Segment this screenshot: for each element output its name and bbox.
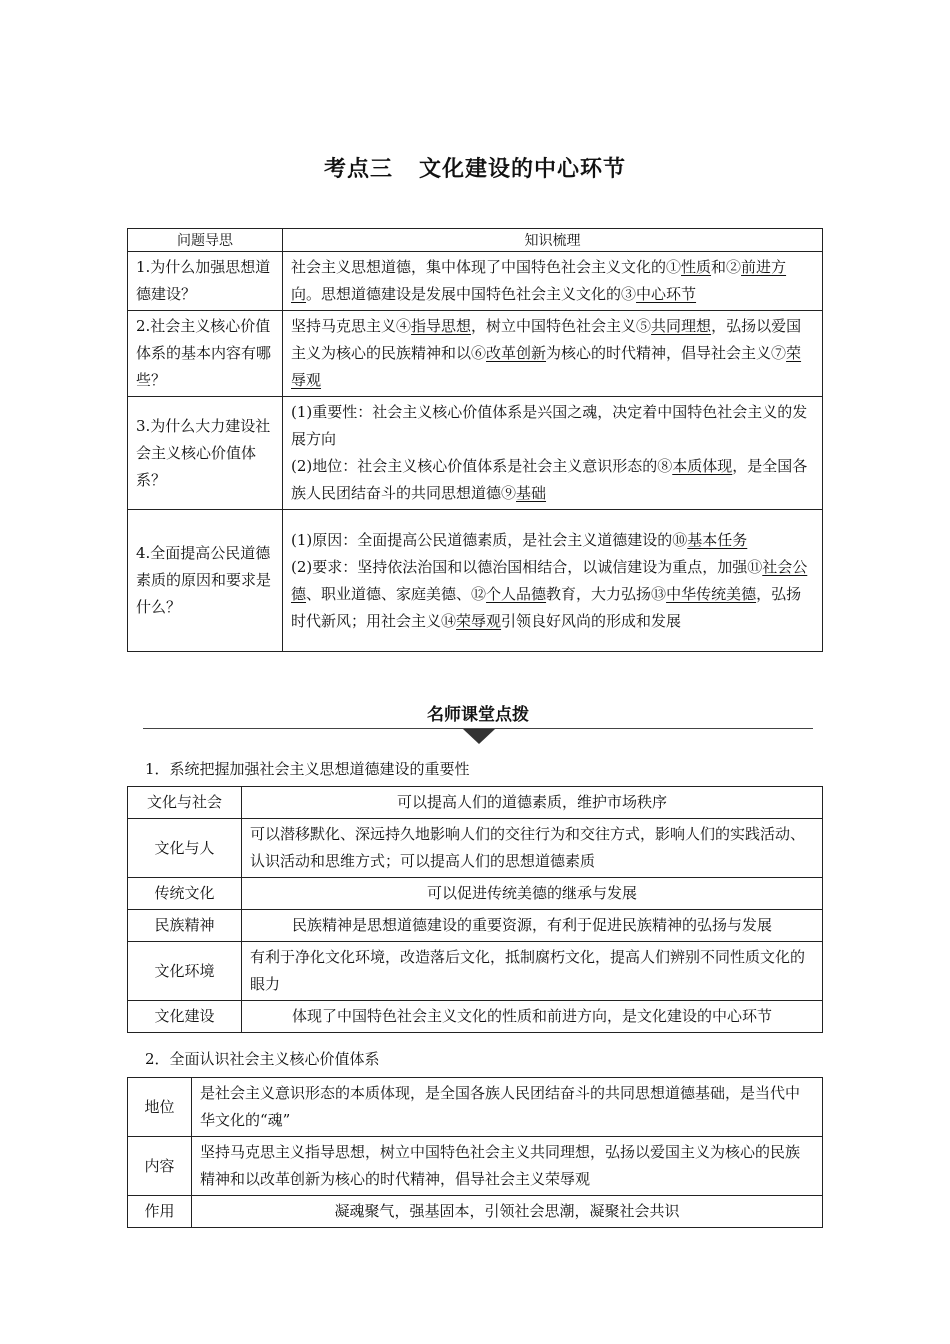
title-part2: 文化建设的中心环节 [419, 157, 627, 182]
row-label: 内容 [128, 1137, 192, 1196]
answer-keyword: 中华传统美德 [666, 584, 757, 603]
row-content: 坚持马克思主义指导思想，树立中国特色社会主义共同理想，弘扬以爱国主义为核心的民族精神和以改革创新为核心的时代精神，倡导社会主义荣辱观 [192, 1137, 823, 1196]
row-content: 可以提高人们的道德素质，维护市场秩序 [242, 787, 823, 819]
table-row [128, 1078, 823, 1137]
row-label: 文化环境 [128, 942, 242, 1001]
answer-text: ，树立中国特色社会主义⑤ [471, 317, 652, 335]
knowledge-table [127, 228, 823, 652]
question-cell: 2.社会主义核心价值体系的基本内容有哪些？ [128, 311, 283, 397]
row-content: 可以促进传统美德的继承与发展 [242, 878, 823, 910]
table-row [128, 311, 823, 397]
importance-table [127, 786, 823, 1033]
answer-text: (1)重要性：社会主义核心价值体系是兴国之魂，决定着中国特色社会主义的发展方向 [291, 403, 808, 448]
row-label: 文化与社会 [128, 787, 242, 819]
row-content: 可以潜移默化、深远持久地影响人们的交往行为和交往方式，影响人们的实践活动、认识活动和思维方式；可以提高人们的思想道德素质 [242, 819, 823, 878]
table-row [128, 878, 823, 910]
answer-text: 社会主义思想道德，集中体现了中国特色社会主义文化的① [291, 258, 682, 276]
table-row [128, 910, 823, 942]
answer-text: 引领良好风尚的形成和发展 [501, 611, 682, 630]
answer-keyword: 荣辱观 [456, 611, 502, 630]
answer-keyword: 基本任务 [687, 530, 748, 549]
answer-text: 教育，大力弘扬⑬ [546, 584, 667, 603]
answer-keyword: 基础 [516, 484, 547, 502]
row-label: 文化建设 [128, 1001, 242, 1033]
banner-title: 名师课堂点拨 [427, 705, 529, 725]
row-content: 是社会主义意识形态的本质体现，是全国各族人民团结奋斗的共同思想道德基础，是当代中华文化的“魂” [192, 1078, 823, 1137]
answer-text: ，是全国各族人民团结奋斗的共同思想道德⑨ [291, 457, 808, 502]
section1-heading: 1．系统把握加强社会主义思想道德建设的重要性 [145, 760, 470, 778]
title-part1: 考点三 [323, 157, 393, 182]
row-content: 有利于净化文化环境，改造落后文化，抵制腐朽文化，提高人们辨别不同性质文化的眼力 [242, 942, 823, 1001]
answer-cell [283, 311, 823, 397]
answer-text: ，弘扬以爱国主义为核心的民族精神和以⑥ [291, 317, 802, 362]
question-cell: 4.全面提高公民道德素质的原因和要求是什么？ [128, 510, 283, 652]
row-label: 地位 [128, 1078, 192, 1137]
answer-cell [283, 252, 823, 311]
table-row [128, 1196, 823, 1228]
answer-keyword: 改革创新 [486, 344, 547, 362]
page-title [0, 152, 950, 183]
knowledge-table-header [128, 229, 823, 252]
banner-triangle-icon [463, 729, 495, 744]
answer-text: ，弘扬时代新风；用社会主义⑭ [291, 584, 802, 630]
answer-text: 坚持马克思主义④ [291, 317, 412, 335]
answer-text: 、职业道德、家庭美德、⑫ [306, 584, 487, 603]
answer-cell [283, 510, 823, 652]
answer-keyword: 指导思想 [411, 317, 472, 335]
answer-keyword: 共同理想 [651, 317, 712, 335]
section-banner [143, 700, 813, 746]
row-label: 传统文化 [128, 878, 242, 910]
answer-text: (2)地位：社会主义核心价值体系是社会主义意识形态的⑧ [291, 457, 673, 475]
table-row [128, 942, 823, 1001]
answer-keyword: 本质体现 [672, 457, 733, 475]
row-label: 作用 [128, 1196, 192, 1228]
answer-keyword: 个人品德 [486, 584, 547, 603]
question-cell: 3.为什么大力建设社会主义核心价值体系？ [128, 397, 283, 510]
answer-text: (2)要求：坚持依法治国和以德治国相结合，以诚信建设为重点，加强⑪ [291, 557, 763, 576]
row-content: 民族精神是思想道德建设的重要资源，有利于促进民族精神的弘扬与发展 [242, 910, 823, 942]
table-row [128, 510, 823, 652]
table-row [128, 787, 823, 819]
answer-keyword: 中心环节 [636, 285, 697, 303]
answer-keyword: 荣辱观 [291, 344, 802, 389]
answer-text: (1)原因：全面提高公民道德素质，是社会主义道德建设的⑩ [291, 530, 688, 549]
header-knowledge: 知识梳理 [283, 229, 823, 252]
answer-keyword: 性质 [681, 258, 712, 276]
row-content: 体现了中国特色社会主义文化的性质和前进方向，是文化建设的中心环节 [242, 1001, 823, 1033]
answer-keyword: 社会公德 [291, 557, 808, 603]
table-row [128, 397, 823, 510]
answer-text: 为核心的时代精神，倡导社会主义⑦ [546, 344, 787, 362]
table-row [128, 819, 823, 878]
answer-text: 。思想道德建设是发展中国特色社会主义文化的③ [306, 285, 637, 303]
table-row [128, 252, 823, 311]
question-cell: 1.为什么加强思想道德建设？ [128, 252, 283, 311]
row-label: 民族精神 [128, 910, 242, 942]
row-label: 文化与人 [128, 819, 242, 878]
table-row [128, 1137, 823, 1196]
answer-keyword: 前进方向 [291, 258, 787, 303]
core-values-table [127, 1077, 823, 1228]
header-question: 问题导思 [128, 229, 283, 252]
section2-heading: 2．全面认识社会主义核心价值体系 [145, 1050, 380, 1068]
row-content: 凝魂聚气，强基固本，引领社会思潮，凝聚社会共识 [192, 1196, 823, 1228]
answer-cell [283, 397, 823, 510]
table-row [128, 1001, 823, 1033]
answer-text: 和② [711, 258, 742, 276]
